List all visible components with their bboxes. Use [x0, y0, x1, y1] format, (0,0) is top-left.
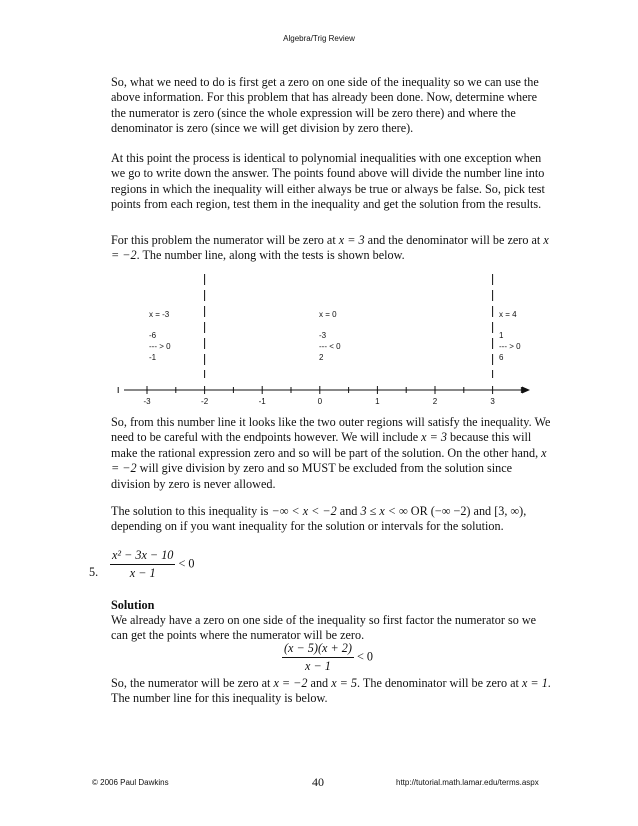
- problem-number: 5.: [89, 565, 99, 579]
- math-x-equals-neg-2: x = −2: [111, 233, 549, 263]
- math-inequality-1: −∞ < x < −2: [271, 504, 337, 518]
- math-x-equals-3: x = 3: [421, 430, 447, 445]
- test-value: -3: [319, 331, 327, 340]
- paragraph-3: [111, 233, 551, 264]
- test-value: -6: [149, 331, 157, 340]
- text: The solution to this inequality is: [111, 504, 272, 518]
- fraction: [110, 548, 175, 581]
- footer-url: http://tutorial.math.lamar.edu/terms.aspx: [396, 778, 539, 787]
- math-interval-1: (−∞ −2): [430, 504, 471, 518]
- paragraph-7: [111, 676, 551, 707]
- text: . The number line, along with the tests is shown below.: [136, 248, 405, 263]
- text: So, the numerator will be zero at: [111, 676, 274, 690]
- text: . The denominator will be zero at: [357, 676, 522, 690]
- fraction-denominator: x − 1: [305, 659, 331, 673]
- test-value: --- < 0: [319, 342, 341, 351]
- text: , depending on if you want inequality for the solution or intervals for the solution.: [111, 504, 527, 534]
- axis-arrow: [522, 387, 530, 394]
- page-header: Algebra/Trig Review: [283, 34, 355, 43]
- text: and the denominator will be zero at: [364, 233, 544, 247]
- test-value: --- > 0: [149, 342, 171, 351]
- text: and: [307, 676, 332, 690]
- tick-label: 3: [490, 397, 495, 404]
- test-value: -1: [149, 353, 157, 362]
- test-point-label: x = -3: [149, 310, 170, 319]
- paragraph-5: [111, 504, 551, 535]
- text: For this problem the numerator will be zero at: [111, 233, 339, 247]
- solution-heading: Solution: [111, 598, 155, 612]
- fraction: [282, 641, 354, 674]
- text: and: [470, 504, 495, 518]
- tick-label: 0: [317, 397, 323, 404]
- paragraph-1: So, what we need to do is first get a zero on one side of the inequality so we can use the above information. For this problem that has already been done. Now, determine where the numerator is zero (since the whole expression will be zero there) and where the denominator is zero (since we will get division by zero there).: [111, 75, 539, 136]
- math-x-equals-neg-2: x = −2: [273, 676, 308, 690]
- test-value: 2: [319, 353, 324, 362]
- test-value: --- > 0: [499, 342, 521, 351]
- math-inequality-2: 3 ≤ x < ∞: [360, 504, 408, 518]
- tick-label: -3: [143, 397, 151, 404]
- relation: < 0: [356, 649, 373, 664]
- tick-label: -1: [258, 397, 266, 404]
- page-number: 40: [312, 775, 324, 789]
- relation: < 0: [178, 556, 195, 571]
- paragraph-4: [111, 415, 551, 492]
- math-x-equals-neg-2: x = −2: [111, 445, 547, 476]
- tick-label: 2: [432, 397, 438, 404]
- text: . The number line for this inequality is below.: [111, 676, 551, 706]
- fraction-numerator: (x − 5)(x + 2): [282, 641, 354, 658]
- math-x-equals-1: x = 1: [521, 676, 548, 690]
- test-point-label: x = 0: [319, 310, 337, 319]
- factored-inequality: [282, 641, 373, 674]
- test-value: 6: [499, 353, 504, 362]
- paragraph-6: We already have a zero on one side of the inequality so first factor the numerator so we can get the points where the numerator will be zero.: [111, 613, 537, 643]
- text: and: [336, 504, 361, 518]
- test-value: 1: [499, 331, 504, 340]
- problem-inequality: [110, 548, 194, 581]
- math-interval-2: [3, ∞): [494, 504, 524, 518]
- math-x-equals-3: x = 3: [338, 233, 365, 247]
- fraction-numerator: x² − 3x − 10: [110, 548, 175, 565]
- text: will give division by zero and so MUST be excluded from the solution since division by zero is never allowed.: [111, 461, 513, 491]
- text: OR: [407, 504, 431, 518]
- test-point-label: x = 4: [499, 310, 517, 319]
- text: So, from this number line it looks like the two outer regions will satisfy the inequality. We need to be careful with the endpoints however. We will include: [111, 415, 551, 445]
- tick-label: 1: [375, 397, 380, 404]
- text: because this will make the rational expression zero and so will be part of the solution. On the other hand,: [111, 430, 542, 460]
- fraction-denominator: x − 1: [129, 566, 156, 580]
- paragraph-2: At this point the process is identical to polynomial inequalities with one exception when we go to write down the answer. The points found above will divide the number line into regions in which the inequality will either always be true or always be false. So, pick test points from each region, test them in the inequality and get the solution from the results.: [111, 151, 545, 212]
- number-line-diagram: [110, 272, 550, 404]
- math-x-equals-5: x = 5: [331, 676, 358, 690]
- tick-label: -2: [201, 397, 209, 404]
- footer-copyright: © 2006 Paul Dawkins: [92, 778, 169, 787]
